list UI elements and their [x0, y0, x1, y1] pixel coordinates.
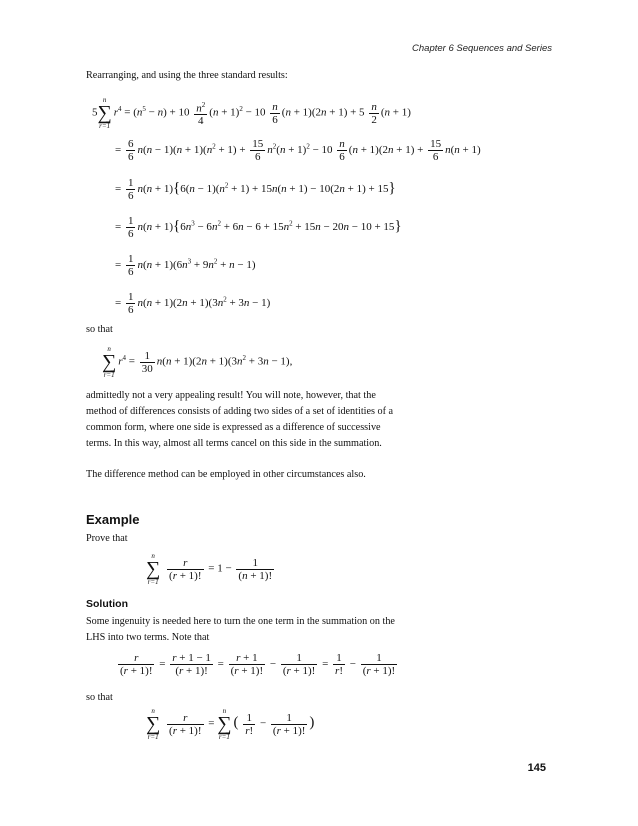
- equation-line-1: 5 n ∑ r=1 $r^4 = (n^5 - n) + 10$ $\frac{n^2}{4}$ $(n + 1)^2 - 10$ $\frac{n}{6}$ (n + 1)(2n + 1) + 5 $\frac{n}{2}$ (n + 1): [92, 96, 411, 130]
- prove-equation: n ∑ r=1 $\frac{r}{(r + 1)!}$ = 1 − $\frac{1}{(n + 1)!}$: [146, 552, 273, 586]
- solution-heading: Solution: [86, 598, 128, 610]
- final-sum-equation: n ∑ r=1 $\frac{r}{(r + 1)!}$ = n ∑ r=1 ( $\frac{1}{r!}$ − $\frac{1}{(r + 1)!}$ ): [146, 707, 315, 741]
- page-number: 145: [527, 762, 546, 774]
- solution-text: Some ingenuity is needed here to turn the one term in the summation on the LHS into two terms. Note that: [86, 616, 395, 643]
- identity-equation: $\frac{r}{(r + 1)!}$ = $\frac{r + 1 - 1}{(r + 1)!}$ = $\frac{r + 1}{(r + 1)!}$ − $\frac{1}{(r + 1)!}$ = $\frac{1}{r!}$ − $\frac{1}{(r + 1)!}$: [120, 652, 396, 677]
- paragraph-other-circumstances: The difference method can be employed in other circumstances also.: [86, 469, 366, 480]
- equation-line-6: = $\frac{1}{6}$ $n(n + 1)(2n + 1)(3n^2 + 3n - 1)$: [115, 291, 271, 316]
- equation-line-4: = $\frac{1}{6}$ $n(n + 1)\{6n^3 - 6n^2 + 6n - 6 + 15n^2 + 15n - 20n - 10 + 15\}$: [115, 215, 402, 240]
- equation-line-5: = $\frac{1}{6}$ $n(n + 1)(6n^3 + 9n^2 + n - 1)$: [115, 253, 256, 278]
- so-that-label-1: so that: [86, 324, 113, 335]
- example-heading: Example: [86, 512, 140, 527]
- intro-text: Rearranging, and using the three standard results:: [86, 70, 288, 81]
- chapter-header: Chapter 6 Sequences and Series: [412, 43, 552, 54]
- result-equation: n ∑ r=1 $r^4$ = $\frac{1}{30}$ $n(n + 1)(2n + 1)(3n^2 + 3n - 1)$,: [102, 345, 293, 379]
- prove-that-label: Prove that: [86, 533, 128, 544]
- equation-line-3: = $\frac{1}{6}$ $n(n + 1)\{6(n - 1)(n^2 + 1) + 15n(n + 1) - 10(2n + 1) + 15\}$: [115, 177, 396, 202]
- paragraph-method-of-differences: admittedly not a very appealing result! You will note, however, that the method of differences consists of adding two sides of a set of identities of a common form, where one side is expressed as a difference of successive terms. In this way, almost all terms cancel on this side in the summation.: [86, 390, 394, 449]
- so-that-label-2: so that: [86, 692, 113, 703]
- equation-line-2: = $\frac{6}{6}$ $n(n - 1)(n + 1)(n^2 + 1)$ + $\frac{15}{6}$ $n^2(n + 1)^2 - 10$ $\frac{n}{6}$ (n + 1)(2n + 1) + $\frac{15}{6}$ n(n + 1): [115, 138, 481, 163]
